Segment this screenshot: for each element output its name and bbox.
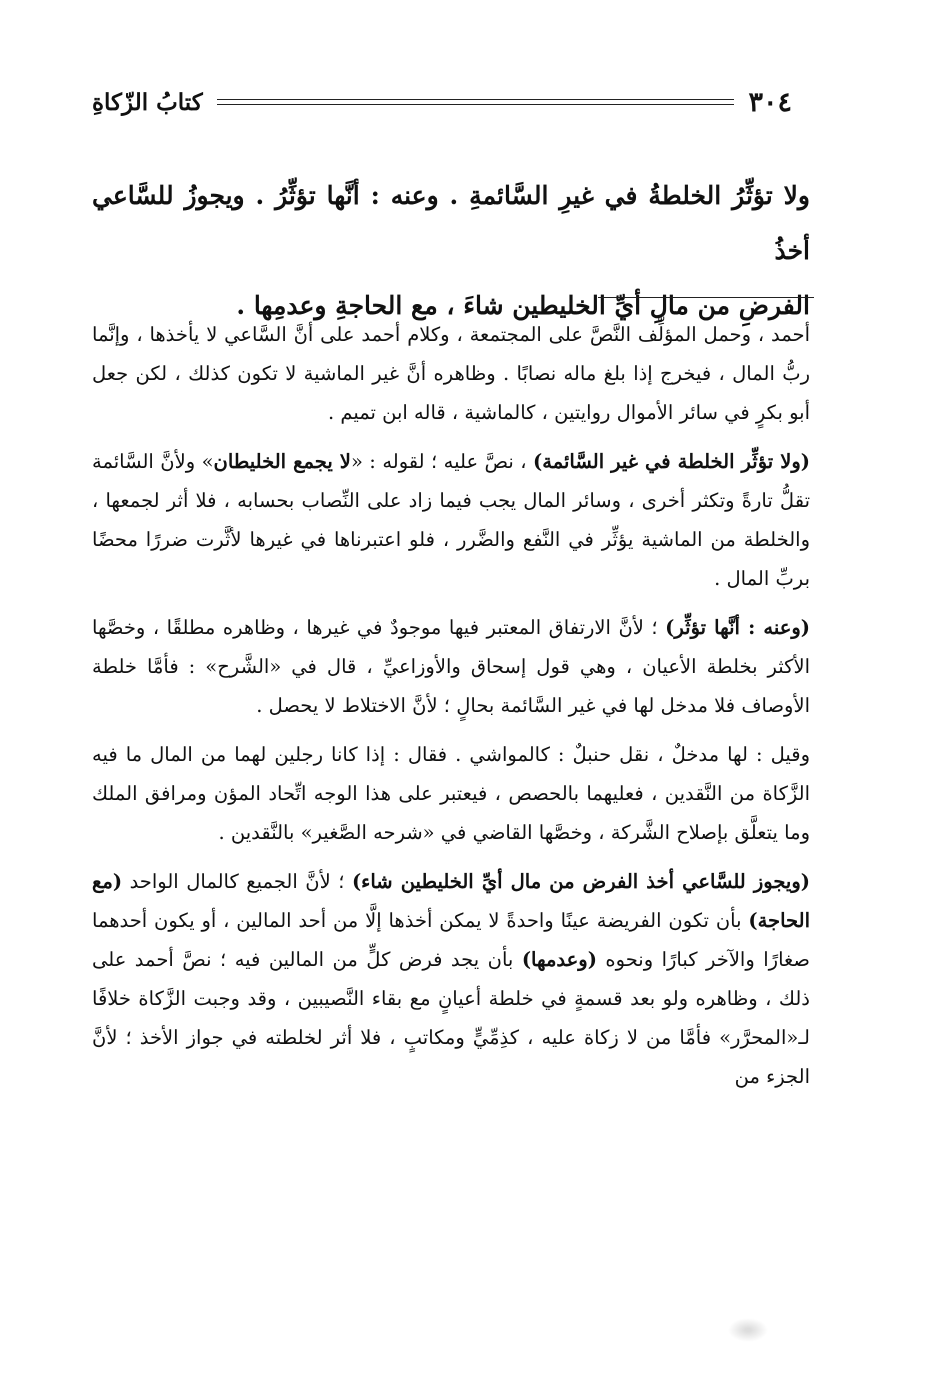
commentary-paragraph-2 <box>92 442 810 598</box>
commentary-text: » ولأنَّ السَّائمة تقلُّ تارةً وتكثر أخرى ، وسائر المال يجب فيما زاد على النِّصاب بحسابه ، فلا أثر لجمعها ، والخلطة من الماشية يؤثِّر في النَّفع والضَّرر ، فلو اعتبرناها في غيرها لأثَّرت ضررًا محضًا بربِّ المال . <box>92 450 810 590</box>
commentary-text: ؛ لأنَّ الارتفاق المعتبر فيها موجودٌ في غيرها ، وظاهره مطلقًا ، وخصَّها الأكثر بخلطة الأعيان ، وهي قول إسحاق والأوزاعيِّ ، قال في «الشَّرح» : فأمَّا خلطة الأوصاف فلا مدخل لها في غير السَّائمة بحالٍ ؛ لأنَّ الاختلاط لا يحصل . <box>92 616 810 717</box>
page-header <box>92 82 792 122</box>
commentary-paragraph-1: أحمد ، وحمل المؤلِّف النَّصَّ على المجتمعة ، وكلام أحمد على أنَّ السَّاعي لا يأخذها ، وإنَّما ربُّ المال ، فيخرج إذا بلغ ماله نصابًا . وظاهره أنَّ غير الماشية لا تكون كذلك ، لكن جعل أبو بكرٍ في سائر الأموال روايتين ، كالماشية ، قاله ابن تميم . <box>92 323 810 424</box>
paper-stain <box>728 1318 768 1342</box>
page-number: ٣٠٤ <box>748 86 792 118</box>
main-text-line-1: ولا تؤثِّرُ الخلطةُ في غيرِ السَّائمةِ . وعنه : أنَّها تؤثِّرُ . ويجوزُ للسَّاعي أخذُ <box>92 181 811 265</box>
hadith-quote: لا يجمع الخليطان <box>213 450 351 473</box>
book-title: كتابُ الزّكاةِ <box>92 88 203 116</box>
quoted-phrase: (ولا تؤثِّر الخلطة في غير السَّائمة) <box>533 450 810 473</box>
commentary-paragraph-4: وقيل : لها مدخلٌ ، نقل حنبلٌ : كالمواشي . فقال : إذا كانا رجلين لهما من المال ما فيه الزَّكاة من النَّقدين ، فعليهما بالحصص ، فيعتبر على هذا الوجه اتِّحاد المؤن ومرافق الملك وما يتعلَّق بإصلاح الشَّركة ، وخصَّها القاضي في «شرحه الصَّغير» بالنَّقدين . <box>92 743 810 844</box>
header-rule <box>217 99 735 105</box>
quoted-phrase: (وعدمها) <box>521 948 597 971</box>
commentary-paragraph-5 <box>92 862 810 1096</box>
quoted-phrase: (وعنه : أنَّها تؤثِّر) <box>665 616 810 639</box>
separator-rule <box>598 297 814 298</box>
commentary-text: بأن تكون الفريضة عينًا واحدةً لا يمكن أخذها إلَّا من أحد المالين ، أو يكون أحدهما صغارًا والآخر كبارًا ونحوه <box>92 909 810 971</box>
commentary-text: بأن يجد فرض كلٍّ من المالين فيه ؛ نصَّ أحمد على ذلك ، وظاهره ولو بعد قسمةٍ في خلطة أعيانٍ مع بقاء النَّصيبين ، وقد وجبت الزَّكاة خلافًا لـ«المحرَّر» فأمَّا من لا زكاة عليه ، كذِمِّيٍّ ومكاتبٍ ، فلا أثر لخلطته في جواز الأخذ ؛ لأنَّ الجزء من <box>92 948 810 1088</box>
commentary-paragraph-3 <box>92 608 810 725</box>
quoted-phrase: (ويجوز للسَّاعي أخذ الفرض من مال أيِّ الخليطين شاء) <box>351 870 810 893</box>
commentary <box>92 315 810 1106</box>
main-text-line-2: الفرضِ من مالِ أيِّ الخليطين شاءَ ، مع الحاجةِ وعدمِها . <box>236 291 810 320</box>
quoted-phrase: (مع الحاجة) <box>92 870 810 932</box>
main-text <box>92 168 810 333</box>
commentary-text: ؛ لأنَّ الجميع كالمال الواحد <box>122 870 352 893</box>
commentary-text: ، نصَّ عليه ؛ لقوله : « <box>350 450 534 473</box>
